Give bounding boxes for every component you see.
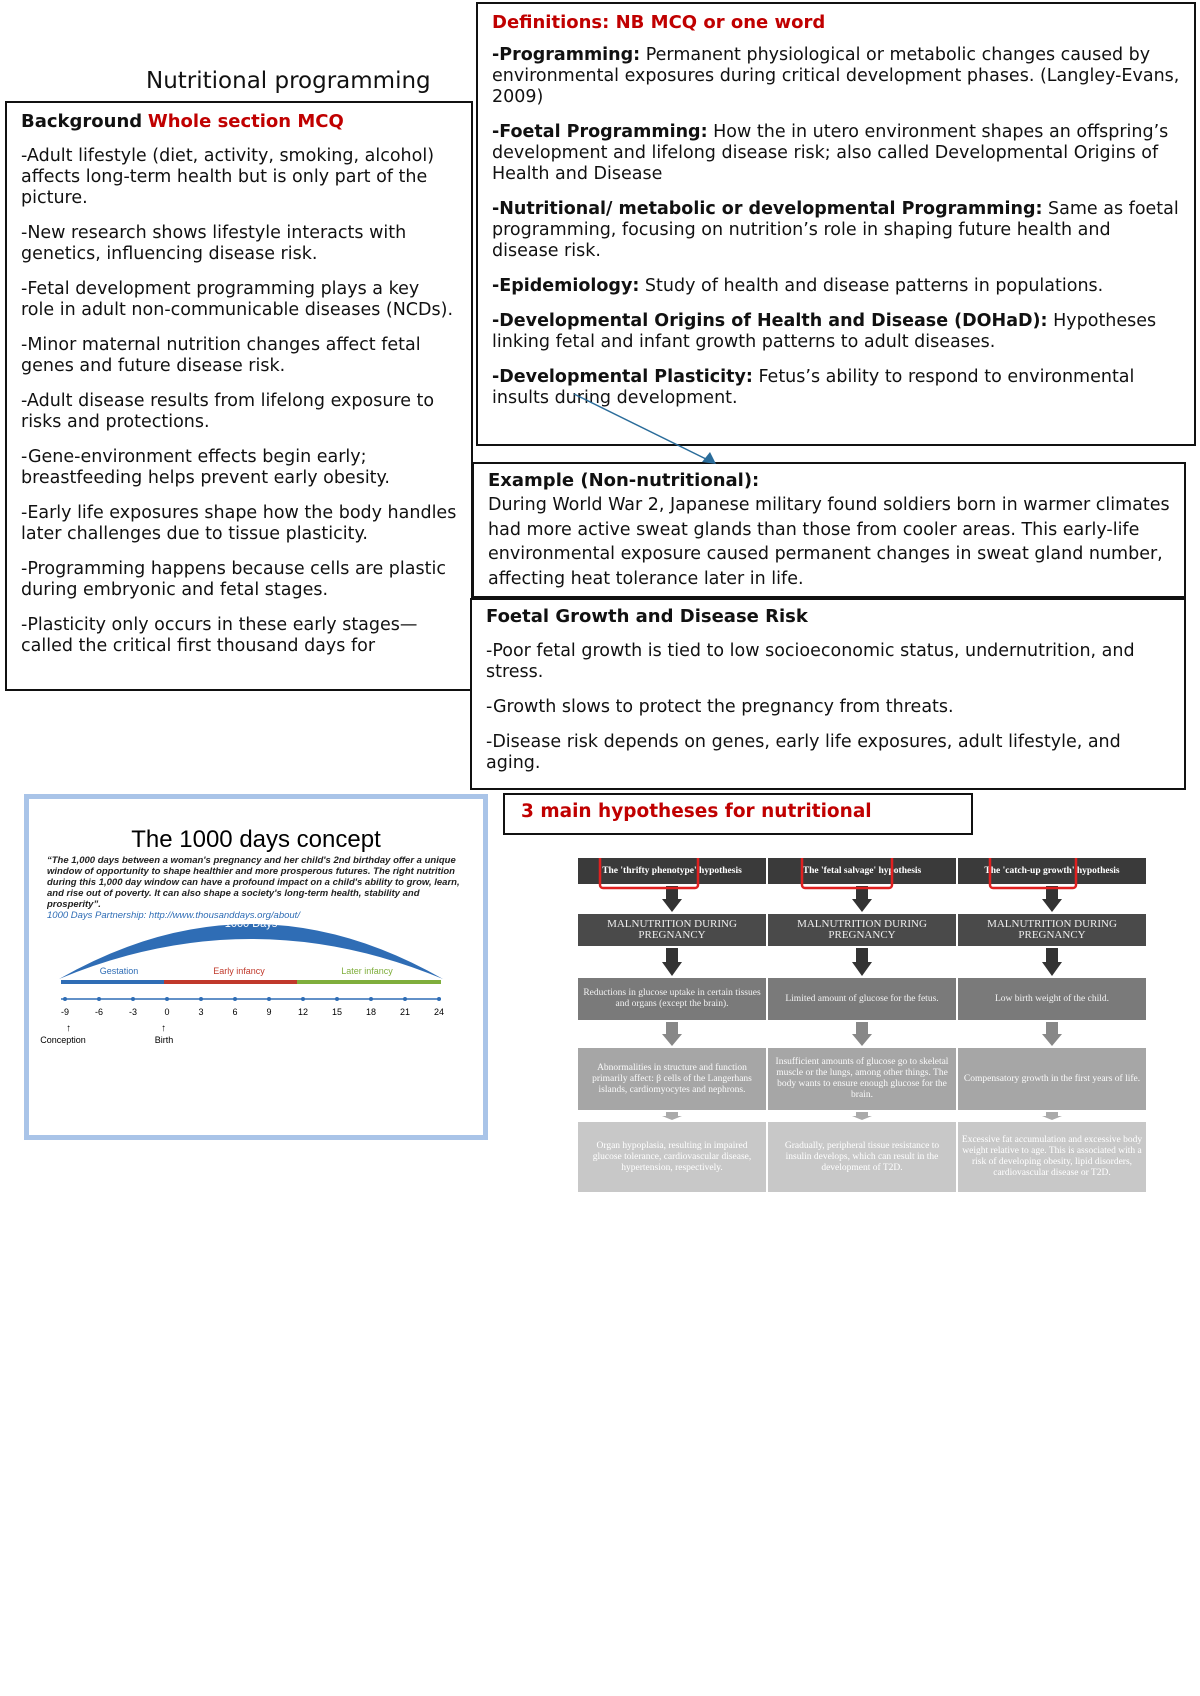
flow-arrow xyxy=(852,1022,872,1046)
timeline-tick-label: 6 xyxy=(232,1007,238,1017)
hypothesis-step-wrap xyxy=(771,1050,953,1108)
days-title: The 1000 days concept xyxy=(131,826,381,853)
hypothesis-header: The 'catch-up growth' hypothesis xyxy=(984,865,1120,876)
background-point: -Adult lifestyle (diet, activity, smoking, alcohol) affects long-term health but is only part of the picture. xyxy=(21,146,435,208)
thousand-days-diagram xyxy=(29,799,483,1135)
foetal-growth-point: -Poor fetal growth is tied to low socioeconomic status, undernutrition, and stress. xyxy=(486,641,1135,682)
definition-item xyxy=(492,122,1180,185)
timeline-tick-label: 18 xyxy=(365,1007,377,1017)
hypothesis-step: Insufficient amounts of glucose go to skeletal muscle or the lungs, among other things. The body wants to ensure enough glucose for the brain. xyxy=(775,1057,949,1100)
definitions-heading: Definitions: NB MCQ or one word xyxy=(492,12,826,33)
hypothesis-step-wrap xyxy=(961,860,1143,882)
hypothesis-step: Organ hypoplasia, resulting in impaired glucose tolerance, cardiovascular disease, hypertension, respectively. xyxy=(592,1140,752,1173)
background-point: -Programming happens because cells are plastic during embryonic and fetal stages. xyxy=(21,559,446,600)
definition-item xyxy=(492,45,1180,108)
background-point: -Gene-environment effects begin early; breastfeeding helps prevent early obesity. xyxy=(21,447,390,488)
marker-arrow: ↑ xyxy=(161,1023,166,1034)
background-point: -Early life exposures shape how the body handles later challenges due to tissue plasticity. xyxy=(21,503,457,544)
background-point: -Plasticity only occurs in these early stages—called the critical first thousand days for xyxy=(21,615,418,656)
hypothesis-step-wrap xyxy=(771,980,953,1018)
hypothesis-step: Low birth weight of the child. xyxy=(995,993,1109,1004)
background-point: -New research shows lifestyle interacts with genetics, influencing disease risk. xyxy=(21,223,407,264)
example-title: Example (Non-nutritional): xyxy=(488,470,760,491)
hypothesis-step: MALNUTRITION DURING PREGNANCY xyxy=(797,918,927,941)
timeline-tick-label: -6 xyxy=(94,1007,104,1017)
timeline-tick-label: 0 xyxy=(164,1007,170,1017)
example-section xyxy=(472,462,1186,598)
timeline-tick xyxy=(403,997,407,1001)
hypothesis-step: Abnormalities in structure and function primarily affect: β cells of the Langerhans islands, cardiomyocytes and nephrons. xyxy=(592,1062,752,1095)
hypothesis-step: MALNUTRITION DURING PREGNANCY xyxy=(607,918,737,941)
flow-arrow xyxy=(662,1112,682,1120)
background-point: -Adult disease results from lifelong exposure to risks and protections. xyxy=(21,391,435,432)
timeline-tick-label: 3 xyxy=(198,1007,204,1017)
phase-label: Later infancy xyxy=(341,966,393,976)
hypothesis-step-wrap xyxy=(961,916,1143,944)
connector-arrow xyxy=(570,390,730,470)
foetal-growth-point: -Disease risk depends on genes, early life exposures, adult lifestyle, and aging. xyxy=(486,732,1121,773)
hypothesis-step-wrap xyxy=(581,1050,763,1108)
hypothesis-step-wrap xyxy=(771,916,953,944)
hypothesis-step-wrap xyxy=(771,1124,953,1190)
flow-arrow xyxy=(1042,1022,1062,1046)
timeline-tick xyxy=(233,997,237,1001)
background-heading-note: Whole section MCQ xyxy=(147,111,344,132)
background-heading-label: Background xyxy=(21,111,143,132)
background-point: -Minor maternal nutrition changes affect fetal genes and future disease risk. xyxy=(21,335,421,376)
timeline-tick xyxy=(301,997,305,1001)
definition-term: -Epidemiology: xyxy=(492,276,640,296)
timeline-tick xyxy=(369,997,373,1001)
timeline-tick xyxy=(63,997,67,1001)
hypotheses-title: 3 main hypotheses for nutritional xyxy=(503,793,973,835)
background-heading xyxy=(21,111,457,132)
flow-arrow xyxy=(662,886,682,912)
hypothesis-step: Excessive fat accumulation and excessive body weight relative to age. This is associated with a risk of developing obesity, lipid disorders, cardiovascular disease or T2D. xyxy=(961,1135,1143,1178)
hypothesis-step-wrap xyxy=(581,980,763,1018)
hypothesis-step: Compensatory growth in the first years of life. xyxy=(963,1073,1141,1084)
timeline-tick xyxy=(267,997,271,1001)
flow-arrow xyxy=(1042,886,1062,912)
marker-label: Birth xyxy=(154,1035,174,1045)
definitions-section xyxy=(476,2,1196,446)
hypothesis-step-wrap xyxy=(581,916,763,944)
hypothesis-step: Gradually, peripheral tissue resistance to insulin develops, which can result in the development of T2D. xyxy=(784,1140,940,1173)
definition-term: -Developmental Plasticity: xyxy=(492,367,753,387)
definition-item xyxy=(492,311,1180,353)
definition-text: Permanent physiological or metabolic changes caused by environmental exposures during critical development phases. (Langley-Evans, 2009) xyxy=(492,45,1180,107)
hypothesis-step-wrap xyxy=(961,1050,1143,1108)
phase-label: Early infancy xyxy=(213,966,265,976)
foetal-growth-point: -Growth slows to protect the pregnancy from threats. xyxy=(486,697,954,717)
foetal-growth-title: Foetal Growth and Disease Risk xyxy=(486,606,808,627)
definition-text: Study of health and disease patterns in populations. xyxy=(639,276,1104,296)
example-text: During World War 2, Japanese military found soldiers born in warmer climates had more active sweat glands than those from cooler areas. This early-life environmental exposure caused permanent changes in sweat gland number, affecting heat tolerance later in life. xyxy=(488,495,1170,589)
timeline-tick-label: 21 xyxy=(399,1007,411,1017)
thousand-days-figure xyxy=(24,794,488,1140)
timeline-tick-label: 24 xyxy=(433,1007,445,1017)
phase-label: Gestation xyxy=(99,966,139,976)
background-section xyxy=(5,101,473,691)
hypothesis-step: Reductions in glucose uptake in certain tissues and organs (except the brain). xyxy=(583,988,761,1009)
timeline-tick xyxy=(165,997,169,1001)
hypothesis-step-wrap xyxy=(961,1124,1143,1190)
background-point: -Fetal development programming plays a key role in adult non-communicable diseases (NCDs). xyxy=(21,279,454,320)
definition-text: Fetus’s ability to respond to environmental insults during development. xyxy=(492,367,1135,408)
definition-item xyxy=(492,199,1180,262)
timeline-tick xyxy=(131,997,135,1001)
flow-arrow xyxy=(852,948,872,976)
timeline-tick-label: -3 xyxy=(128,1007,138,1017)
hypothesis-header: The 'thrifty phenotype' hypothesis xyxy=(602,865,742,876)
definition-term: -Developmental Origins of Health and Disease (DOHaD): xyxy=(492,311,1048,331)
definition-term: -Foetal Programming: xyxy=(492,122,708,142)
days-arc-label: 1000 Days xyxy=(224,918,278,930)
definition-text: Hypotheses linking fetal and infant growth patterns to adult diseases. xyxy=(492,311,1157,352)
timeline-tick-label: -9 xyxy=(60,1007,70,1017)
timeline-tick xyxy=(335,997,339,1001)
timeline-tick-label: 15 xyxy=(331,1007,343,1017)
definition-text: How the in utero environment shapes an offspring’s development and lifelong disease risk; also called Developmental Origins of Health and Disease xyxy=(492,122,1169,184)
timeline-ticks xyxy=(61,997,444,1017)
flow-arrow xyxy=(662,948,682,976)
flow-arrow xyxy=(1042,1112,1062,1120)
days-quote: “The 1,000 days between a woman's pregnancy and her child's 2nd birthday offer a unique window of opportunity to shape healthier and more prosperous futures. The right nutrition during this 1,000 day window can have a profound impact on a child's ability to grow, learn, and rise out of poverty. It can also shape a society's long-term health, stability and prosperity”. xyxy=(47,855,460,910)
days-source: 1000 Days Partnership: http://www.thousanddays.org/about/ xyxy=(47,910,300,921)
timeline-tick-label: 9 xyxy=(266,1007,272,1017)
hypothesis-header: The 'fetal salvage' hypothesis xyxy=(802,865,922,876)
flow-arrow xyxy=(852,1112,872,1120)
page-title: Nutritional programming xyxy=(146,68,431,94)
definition-item xyxy=(492,276,1180,297)
hypothesis-step: Limited amount of glucose for the fetus. xyxy=(785,993,939,1004)
flow-arrow xyxy=(1042,948,1062,976)
hypothesis-step-wrap xyxy=(581,1124,763,1190)
timeline-tick xyxy=(199,997,203,1001)
definition-term: -Nutritional/ metabolic or developmental Programming: xyxy=(492,199,1043,219)
hypotheses-diagram xyxy=(578,858,1150,1203)
foetal-growth-section xyxy=(470,598,1186,790)
marker-label: Conception xyxy=(40,1035,86,1045)
hypothesis-step: MALNUTRITION DURING PREGNANCY xyxy=(987,918,1117,941)
definition-text: Same as foetal programming, focusing on nutrition’s role in shaping future health and disease risk. xyxy=(492,199,1179,261)
definition-term: -Programming: xyxy=(492,45,641,65)
hypothesis-step-wrap xyxy=(961,980,1143,1018)
timeline-tick xyxy=(437,997,441,1001)
hypothesis-step-wrap xyxy=(581,860,763,882)
flow-arrow xyxy=(662,1022,682,1046)
marker-arrow: ↑ xyxy=(66,1023,71,1034)
timeline-tick xyxy=(97,997,101,1001)
flow-arrow xyxy=(852,886,872,912)
hypotheses-flowchart xyxy=(578,858,1150,1203)
hypothesis-step-wrap xyxy=(771,860,953,882)
timeline-tick-label: 12 xyxy=(297,1007,309,1017)
